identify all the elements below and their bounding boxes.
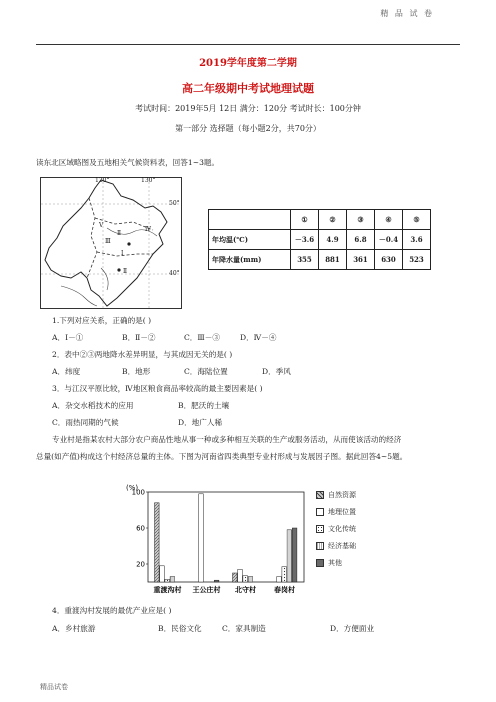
- bar-chart: [118, 480, 386, 598]
- table-cell: 年降水量(mm): [209, 250, 291, 270]
- question-2-option-c[interactable]: C．海陆位置: [184, 367, 228, 376]
- chart-legend: [316, 490, 356, 568]
- chart-bar: [170, 577, 175, 582]
- chart-bar: [238, 569, 243, 582]
- map-lat-40: 40°: [169, 270, 180, 277]
- chart-bar: [233, 573, 238, 582]
- table-cell: 361: [347, 250, 375, 270]
- question-2-option-d[interactable]: D．季风: [262, 367, 291, 376]
- chart-plot-frame: [148, 492, 304, 582]
- chart-x-tick-label: 春岗村: [274, 586, 295, 594]
- chart-x-tick-label: 王公庄村: [192, 586, 221, 594]
- table-cell: 3.6: [403, 230, 431, 250]
- legend-swatch: [316, 559, 324, 567]
- legend-item: [316, 524, 356, 534]
- legend-swatch: [316, 542, 324, 550]
- chart-bar: [155, 503, 160, 582]
- table-cell: ⑤: [403, 210, 431, 230]
- legend-swatch: [316, 491, 324, 499]
- chart-bar: [248, 577, 253, 582]
- table-cell: 523: [403, 250, 431, 270]
- chart-bar: [292, 528, 297, 582]
- legend-label: 其他: [328, 559, 342, 567]
- chart-x-tick-label: 重渡沟村: [153, 586, 182, 594]
- chart-bar: [160, 566, 165, 582]
- legend-item: [316, 490, 356, 500]
- table-cell: －3.6: [291, 230, 319, 250]
- question-1-option-b[interactable]: B．Ⅱ－②: [122, 333, 156, 342]
- table-cell: ①: [291, 210, 319, 230]
- question-2-option-b[interactable]: B．地形: [122, 367, 151, 376]
- table-cell: [209, 210, 291, 230]
- question-3-option-a[interactable]: A．杂交水稻技术的应用: [52, 401, 134, 410]
- chart-y-tick-label: 20: [136, 560, 145, 569]
- part-heading: 第一部分 选择题（每小题2分，共70分）: [175, 124, 321, 133]
- page-subtitle: 高二年级期中考试地理试题: [182, 82, 314, 95]
- map-lat-50: 50°: [169, 200, 180, 207]
- table-cell: 6.8: [347, 230, 375, 250]
- legend-item: [316, 558, 356, 568]
- chart-bar: [214, 580, 219, 582]
- map-region-2-lower: Ⅱ: [123, 268, 128, 275]
- header-divider: [36, 44, 460, 45]
- climate-table: [208, 209, 431, 270]
- legend-swatch: [316, 508, 324, 516]
- question-2-option-a[interactable]: A．纬度: [52, 367, 81, 376]
- map-region-2-upper: Ⅱ: [117, 230, 122, 237]
- question-3-option-d[interactable]: D．地广人稀: [178, 418, 223, 427]
- table-cell: －0.4: [375, 230, 403, 250]
- question-4-option-d[interactable]: D．方便面业: [330, 624, 375, 633]
- question-3-option-b[interactable]: B．肥沃的土壤: [178, 401, 230, 410]
- map-lon-130: 130°: [141, 177, 156, 184]
- intro-text-2-line-1: 专业村是指某农村大部分农户商品性地从事一种或多种相互关联的生产或服务活动，从而使该活动的经济: [52, 435, 402, 444]
- header-label: 精 品 试 卷: [380, 9, 434, 18]
- map-lon-120: 120°: [95, 177, 110, 184]
- exam-info: 考试时间：2019年5月 12日 满分：120分 考试时长：100分钟: [135, 104, 361, 113]
- legend-swatch: [316, 525, 324, 533]
- question-4-option-a[interactable]: A．乡村旅游: [52, 624, 96, 633]
- table-cell: ②: [319, 210, 347, 230]
- question-4-option-b[interactable]: B．民俗文化: [158, 624, 202, 633]
- page-title: 2019学年度第二学期: [199, 58, 297, 69]
- table-header-row: [209, 210, 431, 230]
- question-1-option-a[interactable]: A．Ⅰ－①: [52, 333, 84, 342]
- question-1-stem: 1.下列对应关系，正确的是( ): [52, 316, 152, 325]
- table-row: [209, 230, 431, 250]
- question-3-option-c[interactable]: C．雨热同期的气候: [52, 418, 119, 427]
- northeast-map: [40, 177, 182, 309]
- legend-label: 地理位置: [328, 508, 356, 516]
- table-cell: 630: [375, 250, 403, 270]
- legend-label: 文化传统: [328, 525, 356, 533]
- chart-bar: [287, 530, 292, 582]
- chart-y-tick-label: 60: [136, 524, 145, 533]
- chart-bar: [282, 567, 287, 582]
- footer-label: 精品试卷: [40, 683, 68, 691]
- chart-bar: [165, 579, 170, 582]
- chart-bar: [243, 576, 248, 582]
- map-region-5: Ⅴ: [99, 222, 104, 229]
- question-4-option-c[interactable]: C．家具制造: [222, 624, 266, 633]
- table-row: [209, 250, 431, 270]
- chart-bar: [199, 494, 204, 582]
- chart-y-label: (%): [126, 484, 139, 492]
- legend-item: [316, 507, 356, 517]
- question-1-option-d[interactable]: D．Ⅳ－④: [240, 333, 277, 342]
- legend-item: [316, 541, 356, 551]
- table-cell: 4.9: [319, 230, 347, 250]
- map-region-1: Ⅰ: [121, 250, 124, 257]
- legend-label: 经济基础: [328, 542, 356, 550]
- table-cell: 年均温(℃): [209, 230, 291, 250]
- chart-x-tick-label: 北守村: [235, 586, 256, 594]
- question-3-stem: 3．与江汉平原比较，Ⅳ地区粮食商品率较高的最主要因素是( ): [52, 384, 263, 393]
- table-cell: ③: [347, 210, 375, 230]
- map-drawing: [41, 178, 181, 308]
- legend-label: 自然资源: [328, 491, 356, 499]
- table-cell: 881: [319, 250, 347, 270]
- chart-bar: [277, 577, 282, 582]
- map-region-3: Ⅲ: [105, 238, 111, 245]
- intro-text-1: 读东北区域略图及五地相关气候资料表，回答1~3题。: [36, 158, 220, 167]
- map-region-4: Ⅳ: [145, 226, 151, 233]
- intro-text-2-line-2: 总量(如产值)构成这个村经济总量的主体。下图为河南省四类典型专业村形成与发展因子图。据此回答4~5题。: [36, 452, 408, 461]
- chart-y-tick-label: 100: [131, 488, 145, 497]
- table-cell: 355: [291, 250, 319, 270]
- table-cell: ④: [375, 210, 403, 230]
- question-1-option-c[interactable]: C．Ⅲ－③: [184, 333, 220, 342]
- question-4-stem: 4．重渡沟村发展的最优产业应是( ): [52, 606, 172, 615]
- question-2-stem: 2．表中②③两地降水差异明显，与其成因无关的是( ): [52, 350, 233, 359]
